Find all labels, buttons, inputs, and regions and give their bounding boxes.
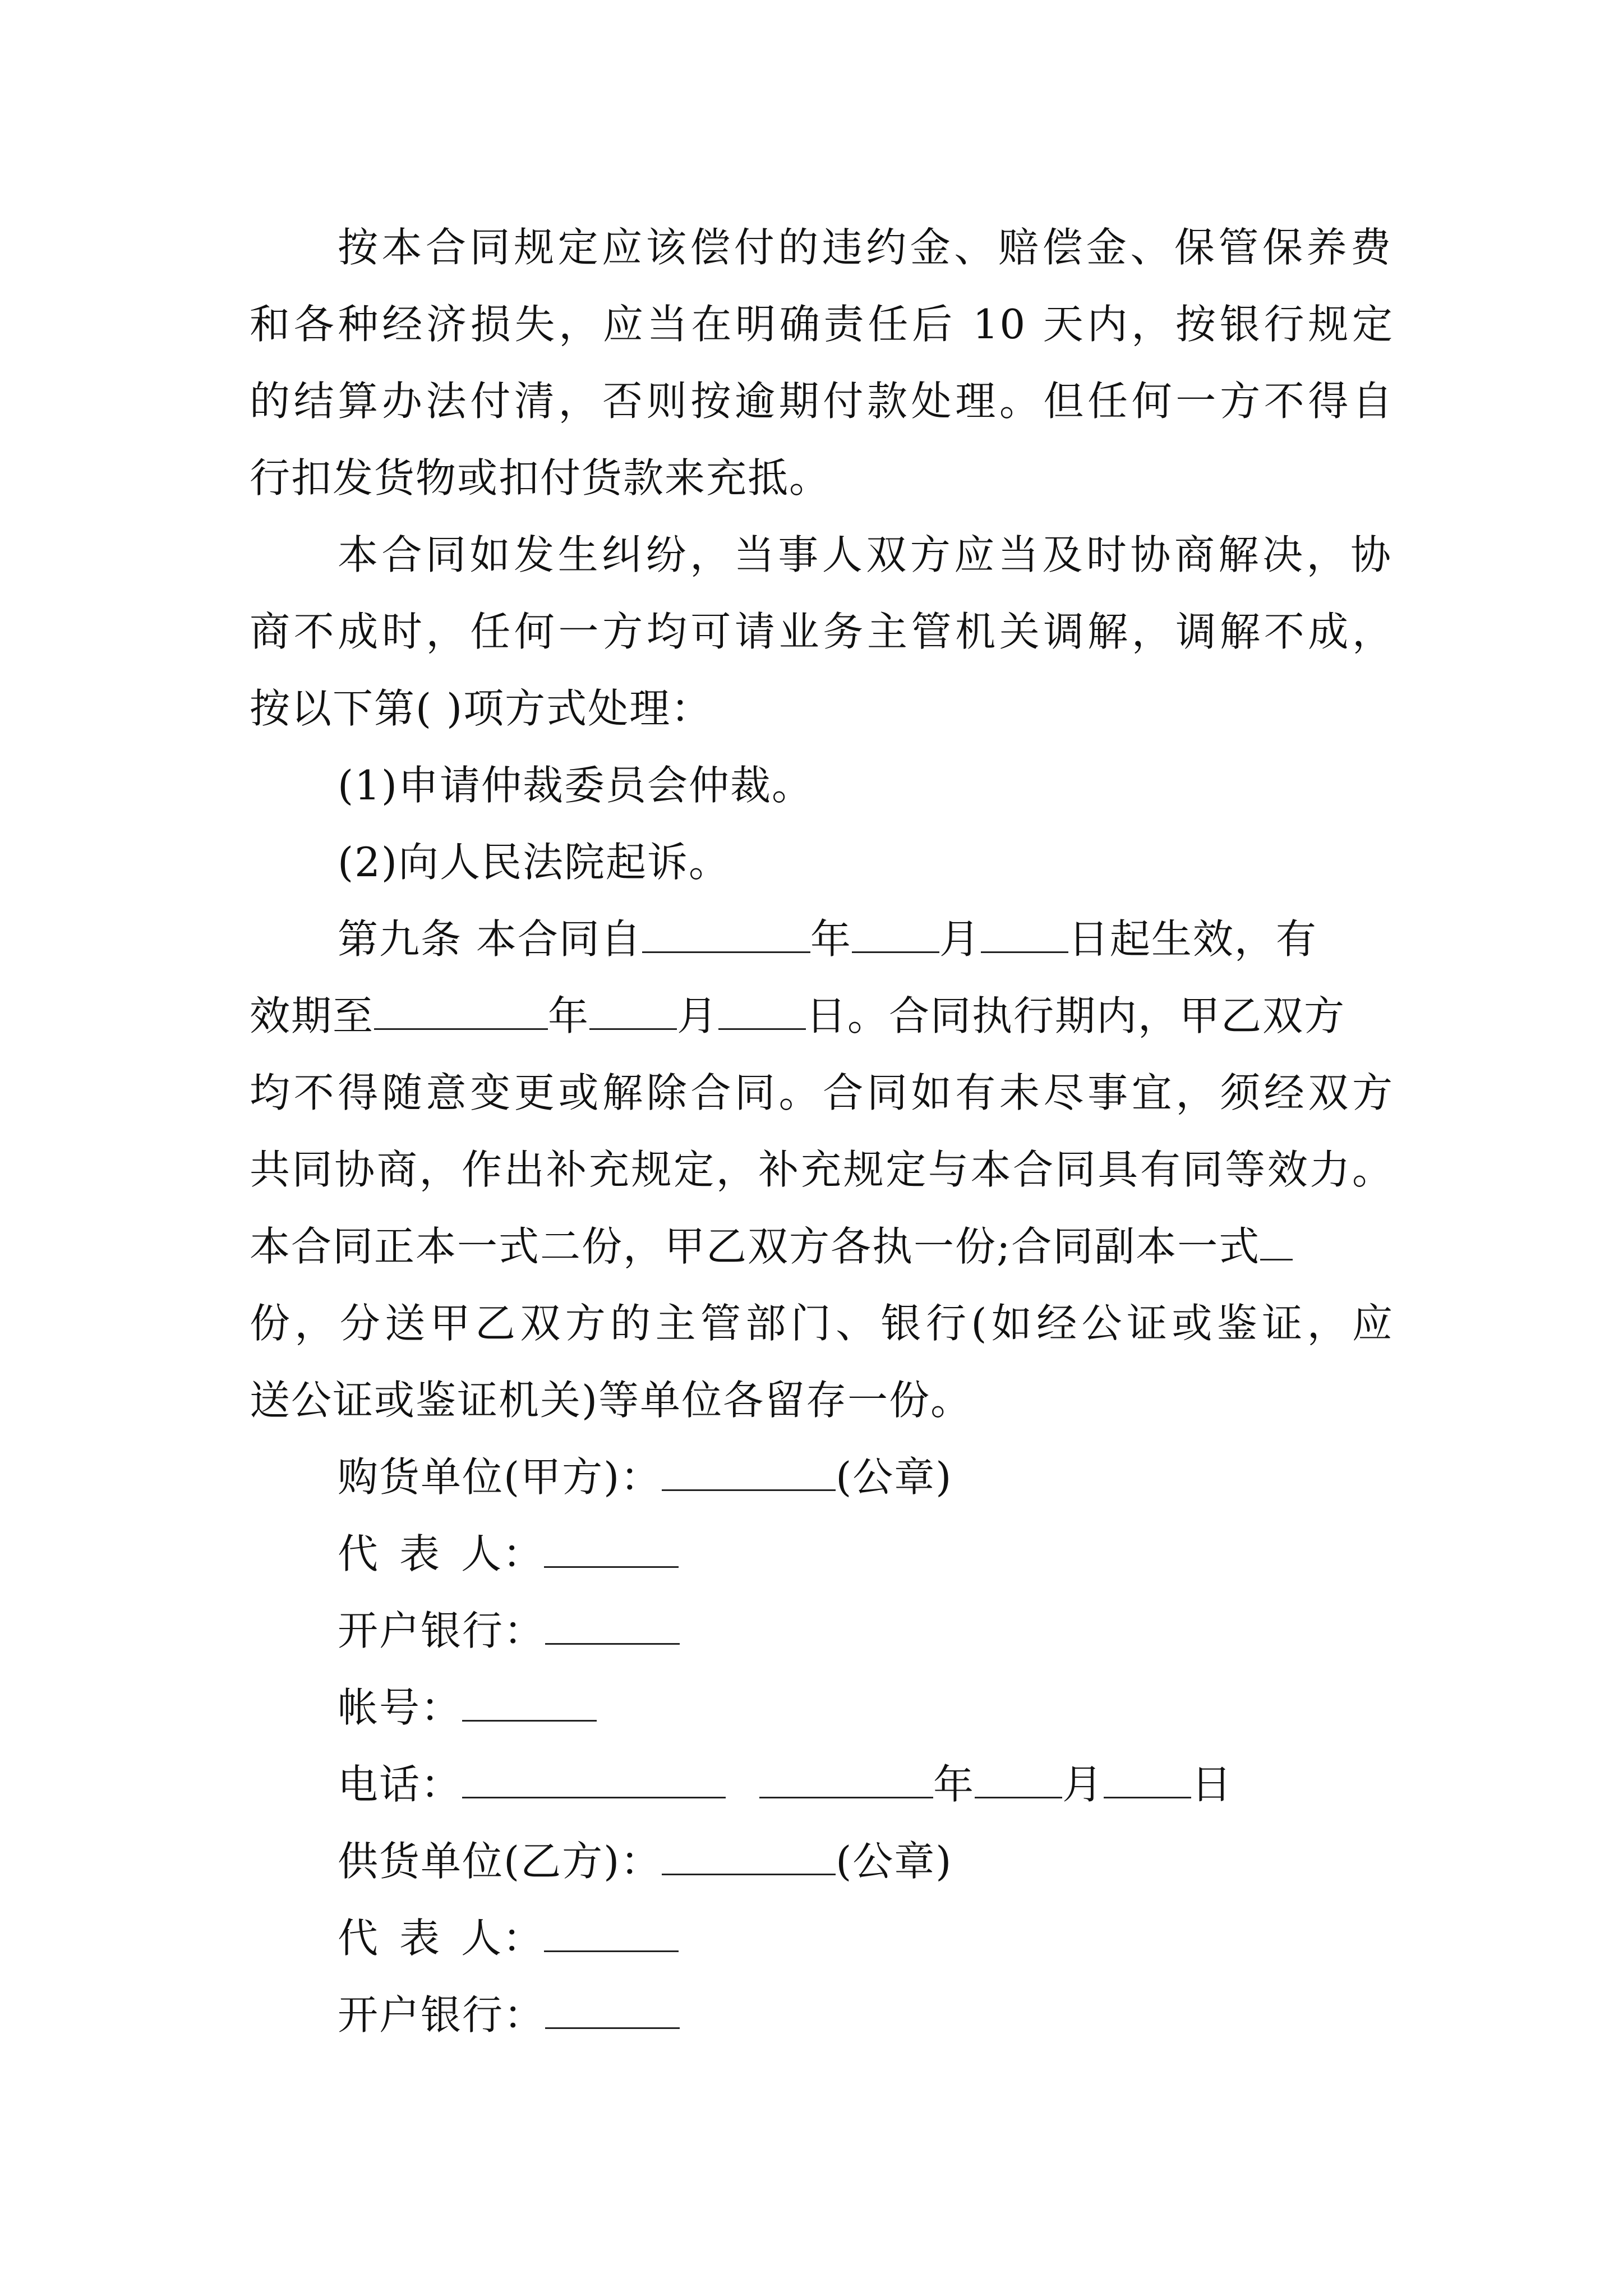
copies-text: 本合同正本一式二份，甲乙双方各执一份;合同副本一式 bbox=[250, 1223, 1261, 1270]
buyer-phone-row bbox=[338, 1757, 1482, 1811]
buyer-rep-blank[interactable] bbox=[544, 1531, 679, 1568]
seller-unit-row bbox=[338, 1834, 1482, 1888]
buyer-phone-label: 电话： bbox=[338, 1761, 463, 1808]
buyer-unit-row bbox=[338, 1450, 1482, 1504]
buyer-unit-label: 购货单位(甲方)： bbox=[338, 1453, 662, 1501]
buyer-bank-label: 开户银行： bbox=[338, 1607, 546, 1654]
buyer-bank-row bbox=[338, 1604, 1482, 1658]
buyer-account-blank[interactable] bbox=[462, 1685, 597, 1722]
buyer-seal-label: (公章) bbox=[836, 1453, 953, 1501]
buyer-account-row bbox=[338, 1681, 1482, 1734]
para2-line2: 商不成时，任何一方均可请业务主管机关调解，调解不成， bbox=[250, 608, 1394, 655]
buyer-date-day-label: 日 bbox=[1191, 1761, 1233, 1808]
article9-line2 bbox=[250, 989, 1394, 1043]
buyer-bank-blank[interactable] bbox=[545, 1608, 680, 1645]
seller-bank-label: 开户银行： bbox=[338, 1991, 546, 2039]
expiry-year-label: 年 bbox=[548, 992, 590, 1039]
buyer-phone-blank[interactable] bbox=[462, 1762, 726, 1798]
effective-month-label: 月 bbox=[939, 915, 981, 963]
seller-unit-blank[interactable] bbox=[662, 1839, 836, 1875]
buyer-date-day-blank[interactable] bbox=[1104, 1762, 1191, 1798]
option-arbitration: (1)申请仲裁委员会仲裁。 bbox=[338, 762, 813, 809]
buyer-date-month-blank[interactable] bbox=[975, 1762, 1062, 1798]
expiry-month-blank[interactable] bbox=[589, 993, 677, 1030]
expiry-year-blank[interactable] bbox=[374, 993, 548, 1030]
expiry-day-blank[interactable] bbox=[718, 993, 806, 1030]
seller-rep-blank[interactable] bbox=[544, 1916, 679, 1952]
option-court: (2)向人民法院起诉。 bbox=[338, 839, 730, 886]
buyer-account-label: 帐号： bbox=[338, 1684, 463, 1731]
buyer-date-year-label: 年 bbox=[933, 1761, 975, 1808]
para2-line3: 按以下第( )项方式处理： bbox=[250, 685, 713, 732]
para1-line2: 和各种经济损失，应当在明确责任后 10 天内，按银行规定 bbox=[250, 301, 1394, 348]
expiry-day-text: 日。合同执行期内，甲乙双方 bbox=[806, 992, 1346, 1039]
seller-unit-label: 供货单位(乙方)： bbox=[338, 1838, 662, 1885]
buyer-date-year-blank[interactable] bbox=[759, 1762, 933, 1798]
article9-line5 bbox=[250, 1220, 1394, 1273]
effective-month-blank[interactable] bbox=[852, 917, 939, 953]
expiry-month-label: 月 bbox=[677, 992, 719, 1039]
effective-day-text: 日起生效，有 bbox=[1068, 915, 1317, 963]
para1-line4: 行扣发货物或扣付货款来充抵。 bbox=[250, 454, 831, 501]
effective-year-blank[interactable] bbox=[642, 917, 810, 953]
article9-start-text: 第九条 本合同自 bbox=[338, 915, 642, 963]
article9-line7: 送公证或鉴证机关)等单位各留存一份。 bbox=[250, 1377, 972, 1424]
para1-line3: 的结算办法付清，否则按逾期付款处理。但任何一方不得自 bbox=[250, 378, 1394, 425]
article9-line6: 份，分送甲乙双方的主管部门、银行(如经公证或鉴证，应 bbox=[250, 1300, 1394, 1347]
effective-day-blank[interactable] bbox=[981, 917, 1068, 953]
buyer-rep-row bbox=[338, 1527, 1482, 1581]
seller-rep-row bbox=[338, 1911, 1482, 1965]
buyer-unit-blank[interactable] bbox=[662, 1455, 836, 1491]
rep-label-char2: 表 bbox=[399, 1915, 441, 1962]
seller-bank-blank[interactable] bbox=[545, 1993, 680, 2029]
rep-label-char2: 表 bbox=[399, 1530, 441, 1577]
rep-label-char1: 代 bbox=[338, 1530, 380, 1577]
para2-line1: 本合同如发生纠纷，当事人双方应当及时协商解决，协 bbox=[338, 531, 1392, 578]
rep-label-char3: 人： bbox=[461, 1530, 545, 1577]
rep-label-char3: 人： bbox=[461, 1915, 545, 1962]
seller-seal-label: (公章) bbox=[836, 1838, 953, 1885]
article9-line4: 共同协商，作出补充规定，补充规定与本合同具有同等效力。 bbox=[250, 1146, 1394, 1193]
article9-line3: 均不得随意变更或解除合同。合同如有未尽事宜，须经双方 bbox=[250, 1069, 1394, 1116]
expiry-start-text: 效期至 bbox=[250, 992, 375, 1039]
para1-line1: 按本合同规定应该偿付的违约金、赔偿金、保管保养费 bbox=[338, 224, 1392, 271]
seller-bank-row bbox=[338, 1988, 1482, 2042]
effective-year-label: 年 bbox=[810, 915, 852, 963]
article9-line1 bbox=[338, 912, 1482, 966]
rep-label-char1: 代 bbox=[338, 1915, 380, 1962]
copies-count-blank[interactable] bbox=[1260, 1224, 1293, 1260]
buyer-date-month-label: 月 bbox=[1062, 1761, 1104, 1808]
